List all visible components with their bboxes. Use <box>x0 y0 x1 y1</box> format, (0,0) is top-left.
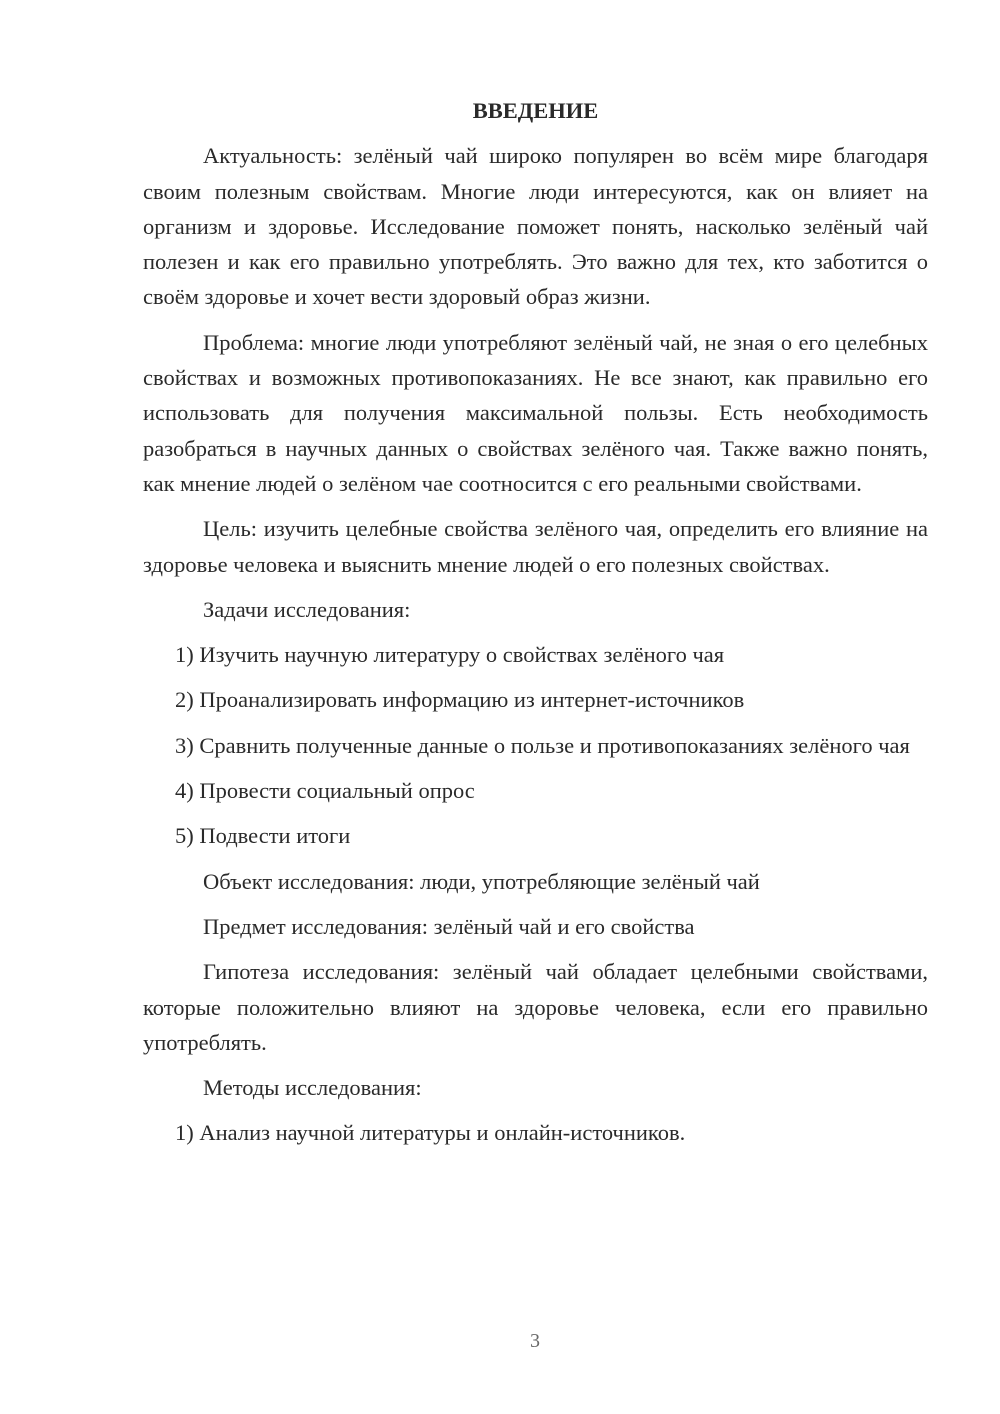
relevance-paragraph: Актуальность: зелёный чай широко популярен во всём мире благодаря своим полезным свойствам. Многие люди интересуются, как он влияет на организм и здоровье. Исследование поможет понять, насколько зелёный чай полезен и как его правильно употреблять. Это важно для тех, кто заботится о своём здоровье и хочет вести здоровый образ жизни. <box>143 143 928 310</box>
task-item: 5) Подвести итоги <box>175 823 351 849</box>
methods-heading: Методы исследования: <box>203 1075 422 1101</box>
page-number: 3 <box>530 1330 540 1352</box>
section-title: ВВЕДЕНИЕ <box>472 98 599 123</box>
object-line: Объект исследования: люди, употребляющие зелёный чай <box>203 868 760 894</box>
task-item: 1) Изучить научную литературу о свойствах зелёного чая <box>175 642 725 668</box>
document-page <box>143 93 928 1161</box>
subject-line: Предмет исследования: зелёный чай и его свойства <box>203 913 695 939</box>
task-item: 2) Проанализировать информацию из интернет-источников <box>175 687 745 713</box>
goal-paragraph: Цель: изучить целебные свойства зелёного чая, определить его влияние на здоровье человека и выяснить мнение людей о его полезных свойствах. <box>143 516 928 577</box>
hypothesis-paragraph: Гипотеза исследования: зелёный чай обладает целебными свойствами, которые положительно влияют на здоровье человека, если его правильно употреблять. <box>143 959 928 1055</box>
tasks-heading: Задачи исследования: <box>203 596 411 622</box>
problem-paragraph: Проблема: многие люди употребляют зелёный чай, не зная о его целебных свойствах и возможных противопоказаниях. Не все знают, как правильно его использовать для получения максимальной пользы. Есть необходимость разобраться в научных данных о свойствах зелёного чая. Также важно понять, как мнение людей о зелёном чае соотносится с его реальными свойствами. <box>143 329 928 496</box>
method-item: 1) Анализ научной литературы и онлайн-источников. <box>175 1120 686 1146</box>
task-item: 4) Провести социальный опрос <box>175 778 475 804</box>
task-item: 3) Сравнить полученные данные о пользе и противопоказаниях зелёного чая <box>175 732 910 758</box>
